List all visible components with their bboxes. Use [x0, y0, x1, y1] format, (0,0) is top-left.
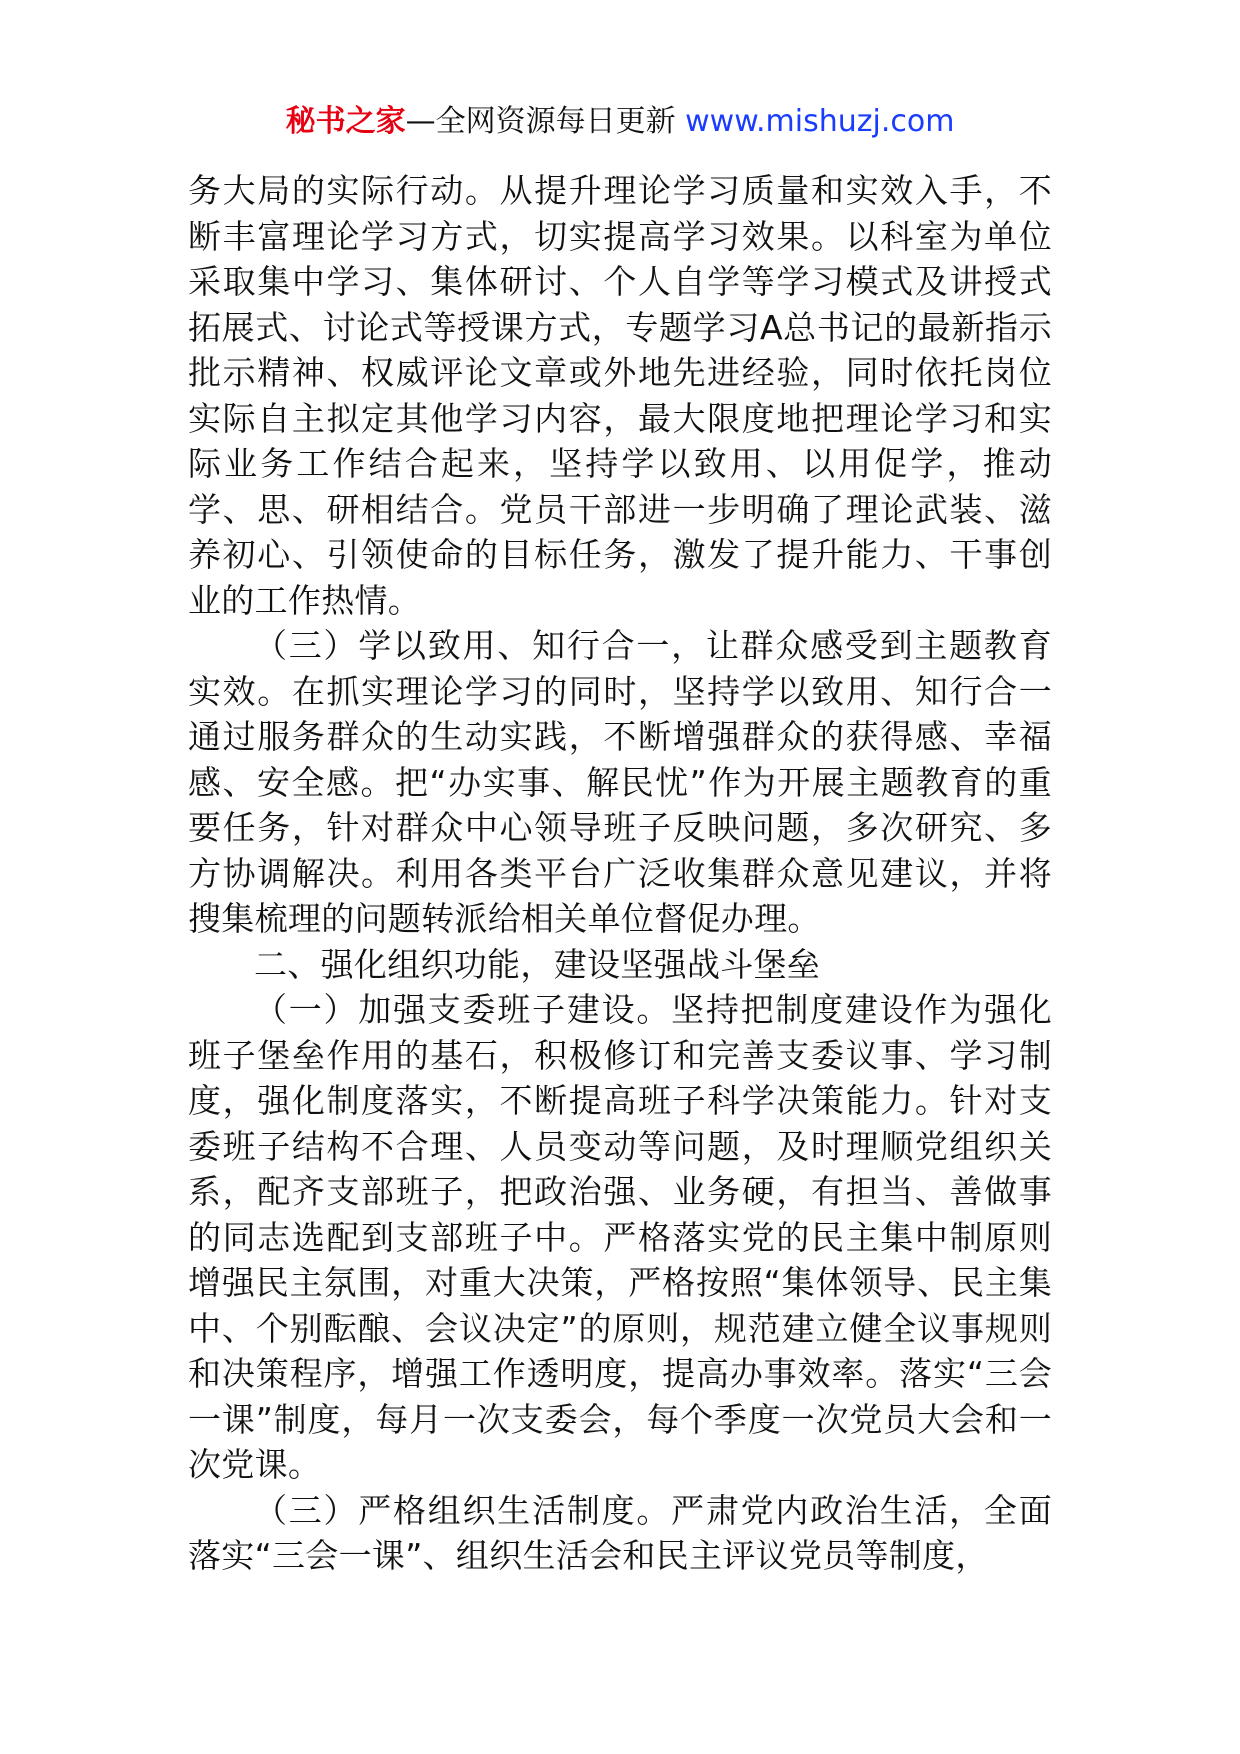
site-header [0, 100, 1240, 144]
section-heading-2: 二、强化组织功能，建设坚强战斗堡垒 [254, 944, 821, 984]
paragraph-section-2-3: （三）严格组织生活制度。严肃党内政治生活，全面落实“三会一课”、组织生活会和民主评议党员等制度， [188, 1490, 1052, 1575]
paragraph-section-2-1: （一）加强支委班子建设。坚持把制度建设作为强化班子堡垒作用的基石，积极修订和完善支委议事、学习制度，强化制度落实，不断提高班子科学决策能力。针对支委班子结构不合理、人员变动等问题，及时理顺党组织关系，配齐支部班子，把政治强、业务硬，有担当、善做事的同志选配到支部班子中。严格落实党的民主集中制原则增强民主氛围，对重大决策，严格按照“集体领导、民主集中、个别酝酿、会议决定”的原则，规范建立健全议事规则和决策程序，增强工作透明度，提高办事效率。落实“三会一课”制度，每月一次支委会，每个季度一次党员大会和一次党课。 [188, 990, 1052, 1484]
header-tagline: —全网资源每日更新 [405, 104, 676, 139]
brand-name: 秘书之家 [285, 104, 406, 139]
paragraph-continued: 务大局的实际行动。从提升理论学习质量和实效入手，不断丰富理论学习方式，切实提高学习效果。以科室为单位采取集中学习、集体研讨、个人自学等学习模式及讲授式拓展式、讨论式等授课方式，专题学习A总书记的最新指示批示精神、权威评论文章或外地先进经验，同时依托岗位实际自主拟定其他学习内容，最大限度地把理论学习和实际业务工作结合起来，坚持学以致用、以用促学，推动学、思、研相结合。党员干部进一步明确了理论武装、滋养初心、引领使命的目标任务，激发了提升能力、干事创业的工作热情。 [188, 171, 1052, 620]
document-body [188, 168, 1052, 1579]
paragraph-section-1-3: （三）学以致用、知行合一，让群众感受到主题教育实效。在抓实理论学习的同时，坚持学以致用、知行合一通过服务群众的生动实践，不断增强群众的获得感、幸福感、安全感。把“办实事、解民忧”作为开展主题教育的重要任务，针对群众中心领导班子反映问题，多次研究、多方协调解决。利用各类平台广泛收集群众意见建议，并将搜集梳理的问题转派给相关单位督促办理。 [188, 626, 1052, 938]
site-url-link[interactable]: www.mishuzj.com [685, 104, 955, 139]
